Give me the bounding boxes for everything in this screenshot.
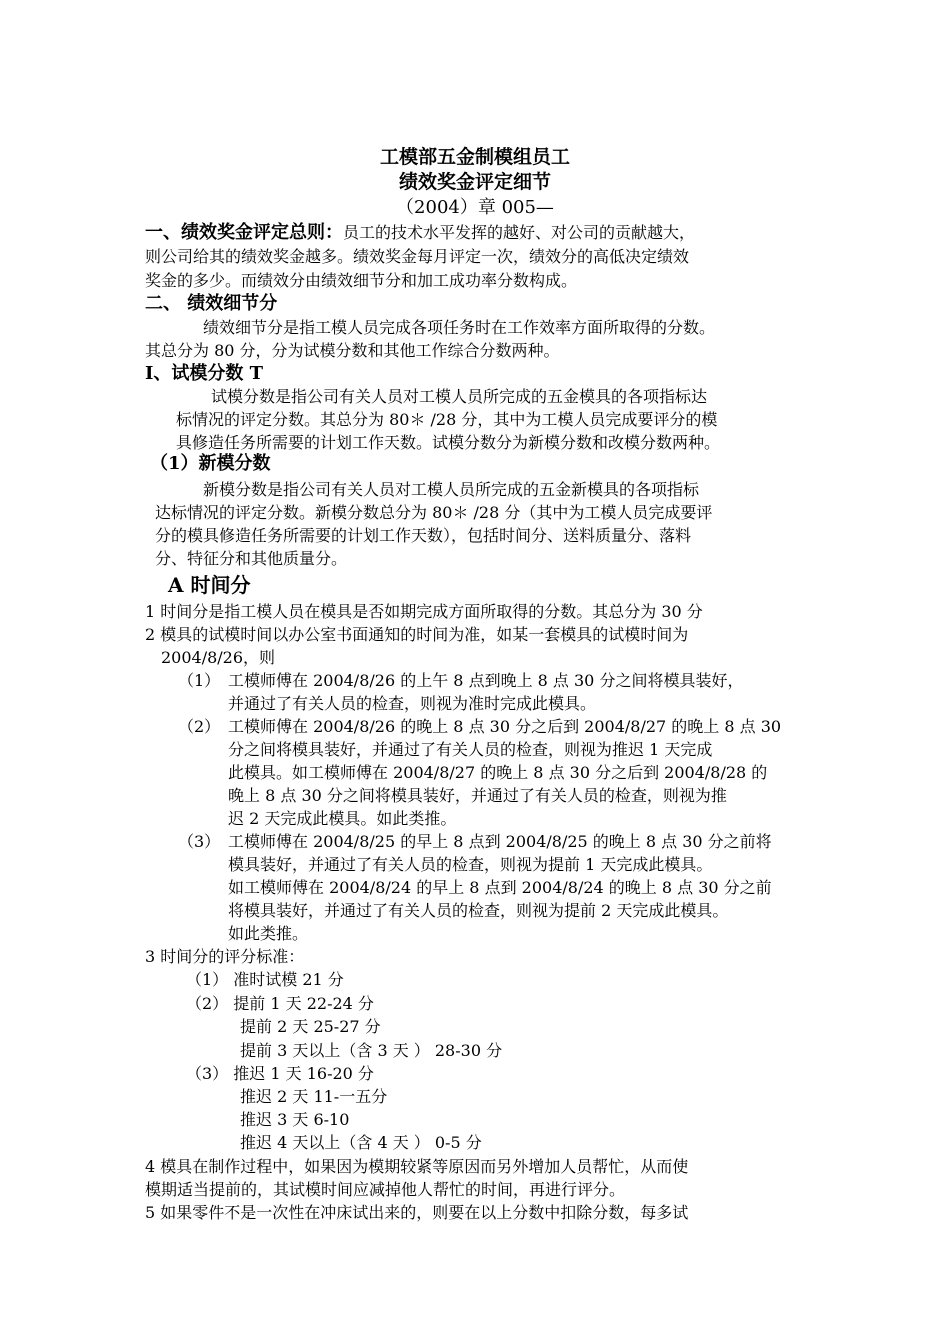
section1-line1 bbox=[145, 222, 695, 244]
time-score-heading: A 时间分 bbox=[168, 573, 251, 597]
new-mold-heading: （1）新模分数 bbox=[150, 453, 271, 474]
rule3: （3） 推迟 1 天 16-20 分 bbox=[186, 1064, 374, 1083]
trial-score-line3: 具修造任务所需要的计划工作天数。试模分数分为新模分数和改模分数两种。 bbox=[176, 433, 721, 452]
para2-line1: 2 模具的试模时间以办公室书面通知的时间为准，如某一套模具的试模时间为 bbox=[145, 625, 689, 644]
new-mold-line4: 分、特征分和其他质量分。 bbox=[155, 549, 348, 568]
section1-text1: 员工的技术水平发挥的越好、对公司的贡献越大， bbox=[343, 223, 696, 242]
para1: 1 时间分是指工模人员在模具是否如期完成方面所取得的分数。其总分为 30 分 bbox=[145, 602, 703, 621]
case1-line1: 工模师傅在 2004/8/26 的上午 8 点到晚上 8 点 30 分之间将模具装好， bbox=[228, 671, 744, 690]
para4-line2: 模期适当提前的，其试模时间应减掉他人帮忙的时间，再进行评分。 bbox=[145, 1180, 626, 1199]
case2-line4: 晚上 8 点 30 分之间将模具装好，并通过了有关人员的检查，则视为推 bbox=[228, 786, 727, 805]
trial-score-heading: I、试模分数 T bbox=[145, 363, 264, 384]
new-mold-line2: 达标情况的评定分数。新模分数总分为 80＊ /28 分（其中为工模人员完成要评 bbox=[155, 503, 713, 522]
section2-heading: 二、 绩效细节分 bbox=[145, 293, 278, 314]
case1-line2: 并通过了有关人员的检查，则视为准时完成此模具。 bbox=[228, 694, 597, 713]
case1-number: （1） bbox=[178, 671, 221, 690]
case3-line4: 将模具装好，并通过了有关人员的检查，则视为提前 2 天完成此模具。 bbox=[228, 901, 729, 920]
rule2b: 提前 2 天 25-27 分 bbox=[240, 1017, 381, 1036]
case2-number: （2） bbox=[178, 717, 221, 736]
para5-line1: 5 如果零件不是一次性在冲床试出来的，则要在以上分数中扣除分数，每多试 bbox=[145, 1203, 689, 1222]
case2-line1: 工模师傅在 2004/8/26 的晚上 8 点 30 分之后到 2004/8/27 的晚上 8 点 30 bbox=[228, 717, 782, 736]
rule1: （1） 准时试模 21 分 bbox=[186, 970, 344, 989]
section2-line2: 其总分为 80 分，分为试模分数和其他工作综合分数两种。 bbox=[145, 341, 560, 360]
new-mold-line3: 分的模具修造任务所需要的计划工作天数），包括时间分、送料质量分、落料 bbox=[155, 526, 692, 545]
section1-line3: 奖金的多少。而绩效分由绩效细节分和加工成功率分数构成。 bbox=[145, 271, 578, 290]
section1-heading: 一、绩效奖金评定总则： bbox=[145, 222, 343, 243]
rule3b: 推迟 2 天 11-一五分 bbox=[240, 1087, 388, 1106]
case3-line1: 工模师傅在 2004/8/25 的早上 8 点到 2004/8/25 的晚上 8 点 30 分之前将 bbox=[228, 832, 772, 851]
case3-line2: 模具装好，并通过了有关人员的检查，则视为提前 1 天完成此模具。 bbox=[228, 855, 713, 874]
case3-line5: 如此类推。 bbox=[228, 924, 309, 943]
trial-score-line1: 试模分数是指公司有关人员对工模人员所完成的五金模具的各项指标达 bbox=[211, 387, 708, 406]
para4-line1: 4 模具在制作过程中，如果因为模期较紧等原因而另外增加人员帮忙，从而使 bbox=[145, 1157, 689, 1176]
rule3d: 推迟 4 天以上（含 4 天 ） 0-5 分 bbox=[240, 1133, 482, 1152]
rule3c: 推迟 3 天 6-10 bbox=[240, 1110, 350, 1129]
case2-line2: 分之间将模具装好，并通过了有关人员的检查，则视为推迟 1 天完成 bbox=[228, 740, 713, 759]
doc-title-line1: 工模部五金制模组员工 bbox=[379, 146, 570, 168]
case3-line3: 如工模师傅在 2004/8/24 的早上 8 点到 2004/8/24 的晚上 8 点 30 分之前 bbox=[228, 878, 772, 897]
rule2: （2） 提前 1 天 22-24 分 bbox=[186, 994, 374, 1013]
trial-score-line2: 标情况的评定分数。其总分为 80＊ /28 分，其中为工模人员完成要评分的模 bbox=[176, 410, 718, 429]
para3: 3 时间分的评分标准： bbox=[145, 947, 305, 966]
case2-line3: 此模具。如工模师傅在 2004/8/27 的晚上 8 点 30 分之后到 2004/8/28 的 bbox=[228, 763, 768, 782]
para2-line2: 2004/8/26，则 bbox=[161, 648, 276, 667]
case3-number: （3） bbox=[178, 832, 221, 851]
section2-line1: 绩效细节分是指工模人员完成各项任务时在工作效率方面所取得的分数。 bbox=[203, 318, 716, 337]
rule2c: 提前 3 天以上（含 3 天 ） 28-30 分 bbox=[240, 1041, 503, 1060]
section1-line2: 则公司给其的绩效奖金越多。绩效奖金每月评定一次，绩效分的高低决定绩效 bbox=[145, 247, 690, 266]
doc-title-line2: 绩效奖金评定细节 bbox=[398, 171, 551, 193]
case2-line5: 迟 2 天完成此模具。如此类推。 bbox=[228, 809, 457, 828]
new-mold-line1: 新模分数是指公司有关人员对工模人员所完成的五金新模具的各项指标 bbox=[203, 480, 700, 499]
doc-code: （2004）章 005— bbox=[396, 197, 554, 218]
